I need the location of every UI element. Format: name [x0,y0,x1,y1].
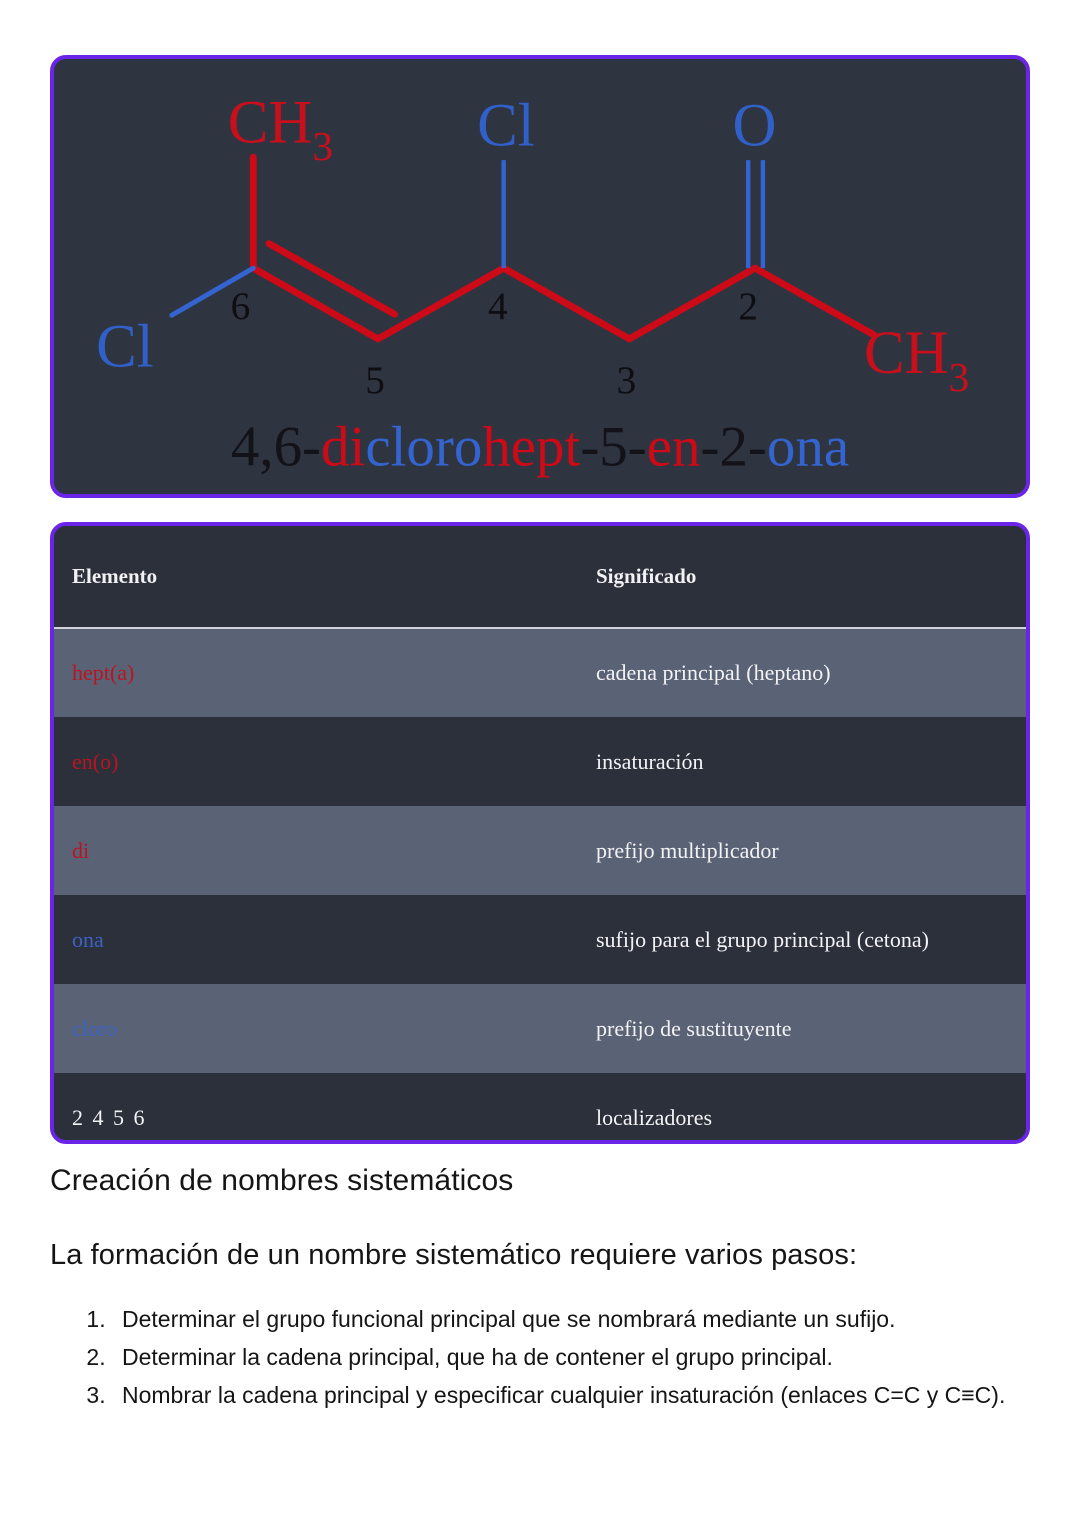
cell-meaning: sufijo para el grupo principal (cetona) [324,895,1030,984]
column-header-significado: Significado [324,526,1030,628]
list-item: 2. Determinar la cadena principal, que ha de contener el grupo principal. [112,1340,1025,1376]
element-token-localizadores: 2 4 5 6 [72,1104,147,1130]
locant-4: 4 [487,285,508,329]
element-token-cloro: cloro [72,1015,118,1041]
table-row [54,1073,1030,1144]
iupac-name [231,416,849,479]
cell-element [54,717,324,806]
steps-list [50,1302,1025,1414]
bond-c2-ch3 [755,268,874,335]
name-seg-en: en [646,415,701,479]
cell-meaning: insaturación [324,717,1030,806]
column-header-elemento: Elemento [54,526,324,628]
cell-meaning: prefijo de sustituyente [324,984,1030,1073]
cell-meaning: prefijo multiplicador [324,806,1030,895]
element-token-ona: ona [72,926,104,952]
legend-table-panel [50,522,1030,1144]
cell-element [54,1073,324,1144]
table-row [54,895,1030,984]
name-seg-hept: hept [482,415,581,479]
lead-paragraph: La formación de un nombre sistemático requiere varios pasos: [50,1239,858,1271]
atom-label-cl-c6: Cl [96,313,154,381]
locant-5: 5 [365,358,385,402]
element-token-eno: en(o) [72,748,119,774]
list-item: 1. Determinar el grupo funcional principal que se nombrará mediante un sufijo. [112,1302,1025,1338]
locant-6: 6 [230,285,251,329]
name-seg-5: -5- [580,415,647,479]
atom-label-cl-c4: Cl [477,92,535,160]
list-item: 3. Nombrar la cadena principal y especificar cualquier insaturación (enlaces C=C y C≡C). [112,1378,1025,1414]
bond-c6-c5-inner [269,244,395,315]
cell-element [54,806,324,895]
name-seg-di: di [321,415,366,479]
name-seg-2: -2- [700,415,767,479]
cell-meaning: localizadores [324,1073,1030,1144]
cell-element [54,628,324,717]
name-seg-cloro: cloro [365,415,483,479]
element-token-hepta: hept(a) [72,660,135,685]
page-title: Creación de nombres sistemáticos [50,1164,514,1197]
cell-meaning: cadena principal (heptano) [324,628,1030,717]
table-row [54,806,1030,895]
atom-label-ch3-right: $CH_3$ [864,320,970,400]
atom-label-o-c2: O [732,92,777,160]
table-row [54,984,1030,1073]
element-token-di: di [72,837,90,863]
locant-2: 2 [738,285,758,329]
locant-3: 3 [616,358,637,402]
bond-c3-c2 [629,268,755,339]
bond-c5-c4 [378,268,504,339]
name-seg-locants-prefix: 4,6- [230,415,322,479]
bond-c4-c3 [504,268,630,339]
name-seg-ona: ona [766,415,850,479]
table-header-row [54,526,1030,628]
cell-element [54,984,324,1073]
bond-c6-c5-main [253,268,378,339]
atom-label-ch3-left: $CH_3$ [227,89,333,170]
prose-section [50,1164,1025,1416]
legend-table [54,526,1030,1144]
structure-diagram-panel [50,55,1030,498]
molecule-svg [54,59,1026,494]
table-row [54,628,1030,717]
table-row [54,717,1030,806]
cell-element [54,895,324,984]
